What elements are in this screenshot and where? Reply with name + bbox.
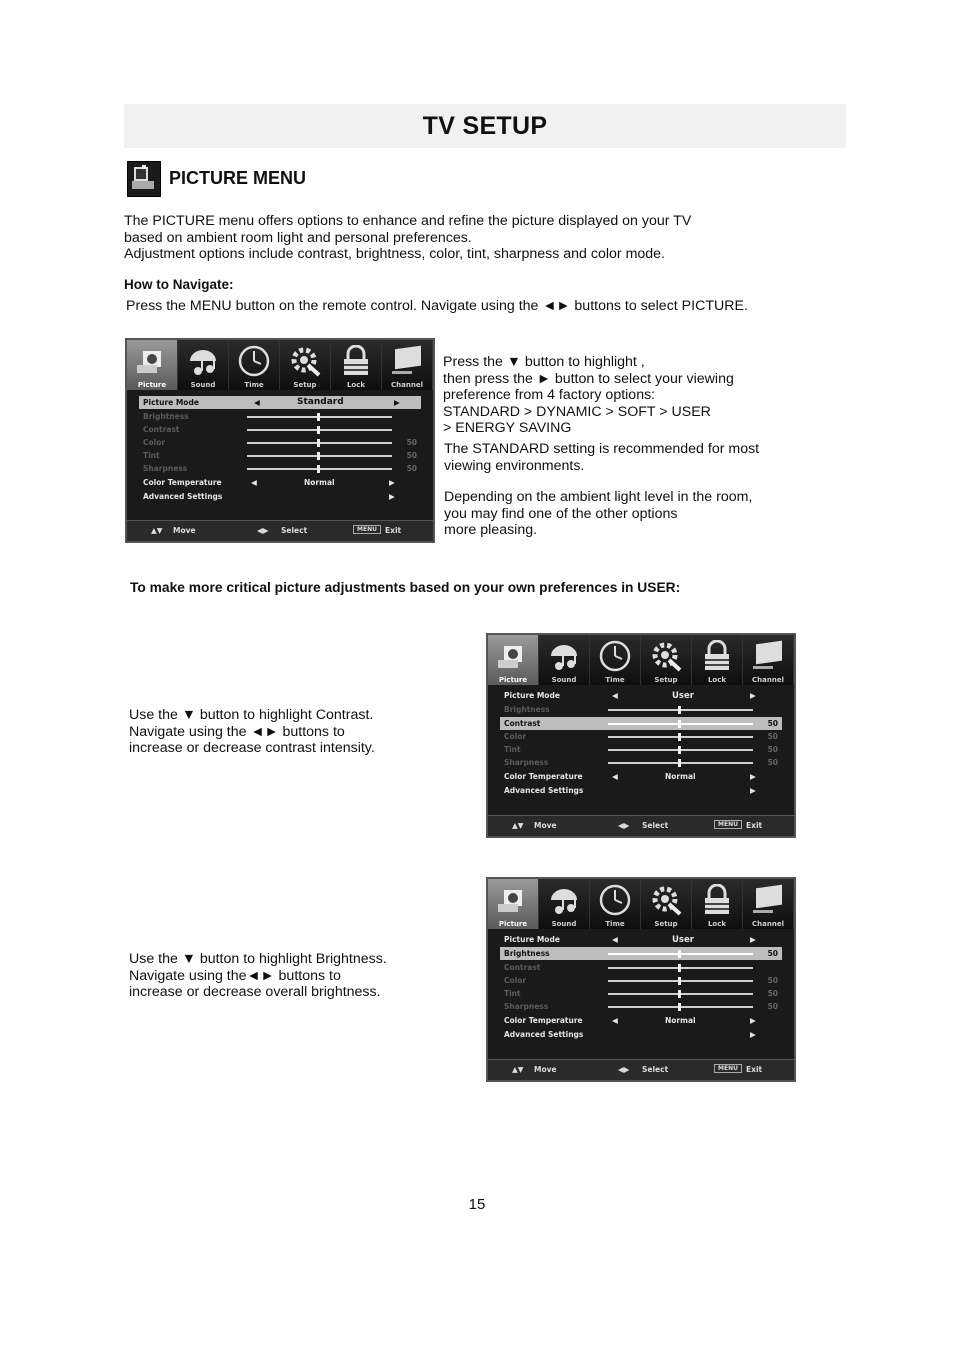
- tab-label: Lock: [707, 676, 727, 684]
- menu-row-tint[interactable]: [500, 987, 782, 1000]
- lock-icon: [339, 345, 373, 377]
- slider-knob[interactable]: [317, 413, 320, 421]
- tab-label: Channel: [752, 676, 784, 684]
- tab-label: Sound: [551, 920, 577, 928]
- row-value: Normal: [665, 772, 696, 781]
- row-number: 50: [767, 719, 778, 728]
- menu-row-picture-mode[interactable]: [500, 689, 782, 702]
- tv-menu-standard: [125, 338, 435, 543]
- chevron-left-icon: ◀: [612, 772, 618, 781]
- row-value: Standard: [297, 397, 344, 407]
- row-label: Brightness: [504, 949, 550, 958]
- footer-select: Select: [642, 1065, 669, 1074]
- row-label: Brightness: [143, 412, 189, 421]
- slider-track[interactable]: [608, 953, 753, 955]
- footer-move: Move: [534, 821, 557, 830]
- row-number: 50: [767, 758, 778, 767]
- row-label: Contrast: [504, 719, 541, 728]
- menu-key-icon: MENU: [714, 1064, 742, 1073]
- music-note-icon: [547, 640, 581, 672]
- slider-track[interactable]: [608, 723, 753, 725]
- menu-row-brightness[interactable]: [139, 410, 421, 423]
- footer-move: Move: [534, 1065, 557, 1074]
- footer-exit: Exit: [385, 526, 402, 535]
- menu-body: [488, 685, 794, 816]
- music-note-icon: [547, 884, 581, 916]
- step3-line: increase or decrease overall brightness.: [129, 984, 381, 1000]
- menu-row-picture-mode[interactable]: [500, 933, 782, 946]
- row-label: Color: [504, 732, 527, 741]
- camera-icon: [496, 640, 530, 672]
- menu-row-contrast[interactable]: [500, 717, 782, 730]
- tab-setup[interactable]: [280, 340, 331, 390]
- step1-line: Depending on the ambient light level in the room,: [444, 489, 753, 505]
- clock-icon: [598, 640, 632, 672]
- slider-track[interactable]: [247, 468, 392, 470]
- chevron-right-icon: ▶: [750, 935, 756, 944]
- row-number: 50: [767, 976, 778, 985]
- intro-line: Adjustment options include contrast, brightness, color, tint, sharpness and color mode.: [124, 246, 665, 262]
- navigate-title: How to Navigate:: [124, 277, 234, 292]
- tab-label: Picture: [498, 676, 528, 684]
- tab-label: Channel: [752, 920, 784, 928]
- menu-row-advanced-settings[interactable]: [500, 1028, 782, 1041]
- tab-label: Sound: [551, 676, 577, 684]
- step1-recommendation: [444, 441, 759, 474]
- slider-knob[interactable]: [678, 977, 681, 985]
- footer-select: Select: [642, 821, 669, 830]
- row-label: Sharpness: [504, 758, 549, 767]
- row-label: Brightness: [504, 705, 550, 714]
- row-label: Picture Mode: [143, 398, 199, 407]
- section-title: PICTURE MENU: [169, 168, 307, 188]
- row-label: Contrast: [143, 425, 180, 434]
- footer-exit: Exit: [746, 821, 763, 830]
- row-number: 50: [767, 1002, 778, 1011]
- slider-track[interactable]: [247, 429, 392, 431]
- up-down-arrows-icon: ▲▼: [151, 526, 163, 535]
- menu-row-brightness[interactable]: [500, 703, 782, 716]
- slider-track[interactable]: [247, 455, 392, 457]
- intro-paragraph: [124, 213, 691, 263]
- footer-select: Select: [281, 526, 308, 535]
- tv-screen-icon: [390, 345, 424, 377]
- tab-time[interactable]: [590, 879, 641, 929]
- step2-line: increase or decrease contrast intensity.: [129, 740, 375, 756]
- slider-knob[interactable]: [317, 439, 320, 447]
- menu-footer: [488, 1059, 794, 1080]
- tab-label: Channel: [391, 381, 423, 389]
- up-down-arrows-icon: ▲▼: [512, 1065, 524, 1074]
- row-label: Tint: [504, 745, 521, 754]
- step3-text: [129, 951, 387, 1001]
- tv-tabs: [127, 340, 433, 390]
- chevron-left-icon: ◀: [612, 935, 618, 944]
- slider-track[interactable]: [608, 980, 753, 982]
- tv-screen-icon: [751, 640, 785, 672]
- left-right-arrows-icon: ◀▶: [257, 526, 269, 535]
- critical-heading: To make more critical picture adjustments based on your own preferences in USER:: [130, 580, 681, 595]
- row-number: 50: [406, 451, 417, 460]
- slider-knob[interactable]: [317, 426, 320, 434]
- chevron-right-icon: ▶: [394, 398, 400, 407]
- tab-setup[interactable]: [641, 879, 692, 929]
- menu-row-color[interactable]: [500, 974, 782, 987]
- gear-icon: [649, 640, 683, 672]
- slider-knob[interactable]: [678, 706, 681, 714]
- row-label: Picture Mode: [504, 691, 560, 700]
- row-number: 50: [406, 438, 417, 447]
- tab-sound[interactable]: [539, 635, 590, 685]
- chevron-left-icon: ◀: [251, 478, 257, 487]
- menu-footer: [488, 815, 794, 836]
- slider-track[interactable]: [608, 749, 753, 751]
- tab-label: Setup: [293, 381, 317, 389]
- menu-row-color-temperature[interactable]: [139, 476, 421, 489]
- chevron-left-icon: ◀: [612, 691, 618, 700]
- chevron-right-icon: ▶: [750, 1030, 756, 1039]
- picture-menu-icon: [127, 161, 161, 197]
- footer-exit: Exit: [746, 1065, 763, 1074]
- clock-icon: [598, 884, 632, 916]
- chevron-right-icon: ▶: [750, 786, 756, 795]
- menu-key-icon: MENU: [353, 525, 381, 534]
- row-label: Sharpness: [504, 1002, 549, 1011]
- gear-icon: [649, 884, 683, 916]
- tab-lock[interactable]: [692, 879, 743, 929]
- slider-track[interactable]: [247, 442, 392, 444]
- slider-knob[interactable]: [678, 720, 681, 728]
- step1-line: then press the ► button to select your viewing: [443, 370, 734, 387]
- tab-label: Lock: [346, 381, 366, 389]
- row-value: Normal: [665, 1016, 696, 1025]
- step1-line: Press the ▼ button to highlight ,: [443, 354, 645, 370]
- menu-row-color[interactable]: [139, 436, 421, 449]
- step3-line: Use the ▼ button to highlight Brightness.: [129, 951, 387, 967]
- row-label: Tint: [504, 989, 521, 998]
- menu-row-sharpness[interactable]: [500, 1000, 782, 1013]
- row-label: Picture Mode: [504, 935, 560, 944]
- step2-text: [129, 707, 375, 757]
- row-label: Color Temperature: [504, 1016, 583, 1025]
- page-title: TV SETUP: [422, 112, 548, 140]
- slider-track[interactable]: [608, 762, 753, 764]
- step1-line: more pleasing.: [444, 522, 538, 538]
- step2-line: Navigate using the ◄► buttons to: [129, 723, 345, 740]
- step1-line: > ENERGY SAVING: [443, 420, 572, 436]
- left-right-arrows-icon: ◀▶: [618, 1065, 630, 1074]
- row-label: Advanced Settings: [504, 1030, 584, 1039]
- slider-track[interactable]: [247, 416, 392, 418]
- tab-sound[interactable]: [539, 879, 590, 929]
- row-label: Advanced Settings: [143, 492, 223, 501]
- footer-move: Move: [173, 526, 196, 535]
- tab-channel[interactable]: [382, 340, 433, 390]
- slider-track[interactable]: [608, 736, 753, 738]
- row-number: 50: [767, 732, 778, 741]
- tab-label: Setup: [654, 676, 678, 684]
- step1-line: viewing environments.: [444, 457, 585, 474]
- slider-knob[interactable]: [317, 465, 320, 473]
- slider-track[interactable]: [608, 967, 753, 969]
- up-down-arrows-icon: ▲▼: [512, 821, 524, 830]
- menu-row-contrast[interactable]: [500, 961, 782, 974]
- step1-line: preference from 4 factory options:: [443, 387, 656, 403]
- row-label: Color: [504, 976, 527, 985]
- menu-row-contrast[interactable]: [139, 423, 421, 436]
- music-note-icon: [186, 345, 220, 377]
- tv-tabs: [488, 879, 794, 929]
- menu-row-picture-mode[interactable]: [139, 396, 421, 409]
- tab-label: Time: [605, 676, 625, 684]
- slider-knob[interactable]: [678, 746, 681, 754]
- tab-picture[interactable]: [488, 635, 539, 685]
- tv-menu-brightness: [486, 877, 796, 1082]
- tab-lock[interactable]: [692, 635, 743, 685]
- chevron-right-icon: ▶: [750, 1016, 756, 1025]
- menu-row-tint[interactable]: [139, 449, 421, 462]
- tab-channel[interactable]: [743, 635, 794, 685]
- tab-lock[interactable]: [331, 340, 382, 390]
- step1-line: you may find one of the other options: [444, 505, 678, 522]
- menu-footer: [127, 520, 433, 541]
- tv-screen-icon: [751, 884, 785, 916]
- chevron-right-icon: ▶: [750, 691, 756, 700]
- step1-ambient: [444, 489, 752, 539]
- tab-time[interactable]: [229, 340, 280, 390]
- step1-line: STANDARD > DYNAMIC > SOFT > USER: [443, 403, 711, 420]
- row-number: 50: [767, 745, 778, 754]
- menu-key-icon: MENU: [714, 820, 742, 829]
- menu-body: [127, 390, 433, 521]
- tab-label: Sound: [190, 381, 216, 389]
- navigate-text: Press the MENU button on the remote control. Navigate using the ◄► buttons to select PICTURE.: [126, 298, 748, 314]
- chevron-left-icon: ◀: [612, 1016, 618, 1025]
- tab-picture[interactable]: [488, 879, 539, 929]
- chevron-right-icon: ▶: [389, 478, 395, 487]
- tab-channel[interactable]: [743, 879, 794, 929]
- slider-knob[interactable]: [678, 950, 681, 958]
- slider-knob[interactable]: [678, 759, 681, 767]
- menu-row-sharpness[interactable]: [500, 756, 782, 769]
- menu-row-advanced-settings[interactable]: [500, 784, 782, 797]
- slider-knob[interactable]: [678, 964, 681, 972]
- row-label: Color Temperature: [504, 772, 583, 781]
- row-label: Color: [143, 438, 166, 447]
- tab-picture[interactable]: [127, 340, 178, 390]
- menu-row-tint[interactable]: [500, 743, 782, 756]
- tv-tabs: [488, 635, 794, 685]
- gear-icon: [288, 345, 322, 377]
- tab-label: Setup: [654, 920, 678, 928]
- tab-label: Lock: [707, 920, 727, 928]
- slider-knob[interactable]: [678, 733, 681, 741]
- menu-row-color[interactable]: [500, 730, 782, 743]
- slider-knob[interactable]: [678, 990, 681, 998]
- row-number: 50: [767, 949, 778, 958]
- slider-knob[interactable]: [317, 452, 320, 460]
- tab-label: Time: [244, 381, 264, 389]
- row-value: Normal: [304, 478, 335, 487]
- step3-line: Navigate using the◄► buttons to: [129, 967, 341, 984]
- camera-icon: [496, 884, 530, 916]
- row-label: Tint: [143, 451, 160, 460]
- menu-body: [488, 929, 794, 1060]
- camera-icon: [135, 345, 169, 377]
- tab-label: Picture: [137, 381, 167, 389]
- tv-menu-contrast: [486, 633, 796, 838]
- lock-icon: [700, 640, 734, 672]
- chevron-left-icon: ◀: [254, 398, 260, 407]
- row-value: User: [672, 691, 694, 701]
- row-label: Sharpness: [143, 464, 188, 473]
- row-label: Advanced Settings: [504, 786, 584, 795]
- slider-knob[interactable]: [678, 1003, 681, 1011]
- menu-row-sharpness[interactable]: [139, 462, 421, 475]
- step2-line: Use the ▼ button to highlight Contrast.: [129, 707, 374, 723]
- slider-track[interactable]: [608, 993, 753, 995]
- menu-row-color-temperature[interactable]: [500, 1014, 782, 1027]
- slider-track[interactable]: [608, 709, 753, 711]
- tab-label: Picture: [498, 920, 528, 928]
- intro-line: based on ambient room light and personal preferences.: [124, 229, 472, 246]
- step1-text: [443, 354, 734, 437]
- tab-time[interactable]: [590, 635, 641, 685]
- header-band: [124, 104, 846, 148]
- menu-row-brightness[interactable]: [500, 947, 782, 960]
- page-number: 15: [468, 1196, 486, 1213]
- chevron-right-icon: ▶: [389, 492, 395, 501]
- menu-row-color-temperature[interactable]: [500, 770, 782, 783]
- intro-line: The PICTURE menu offers options to enhance and refine the picture displayed on your TV: [124, 213, 692, 229]
- tab-label: Time: [605, 920, 625, 928]
- tab-setup[interactable]: [641, 635, 692, 685]
- slider-track[interactable]: [608, 1006, 753, 1008]
- step1-line: The STANDARD setting is recommended for most: [444, 441, 760, 457]
- menu-row-advanced-settings[interactable]: [139, 490, 421, 503]
- tab-sound[interactable]: [178, 340, 229, 390]
- row-label: Contrast: [504, 963, 541, 972]
- row-label: Color Temperature: [143, 478, 222, 487]
- clock-icon: [237, 345, 271, 377]
- row-value: User: [672, 935, 694, 945]
- chevron-right-icon: ▶: [750, 772, 756, 781]
- row-number: 50: [406, 464, 417, 473]
- left-right-arrows-icon: ◀▶: [618, 821, 630, 830]
- row-number: 50: [767, 989, 778, 998]
- lock-icon: [700, 884, 734, 916]
